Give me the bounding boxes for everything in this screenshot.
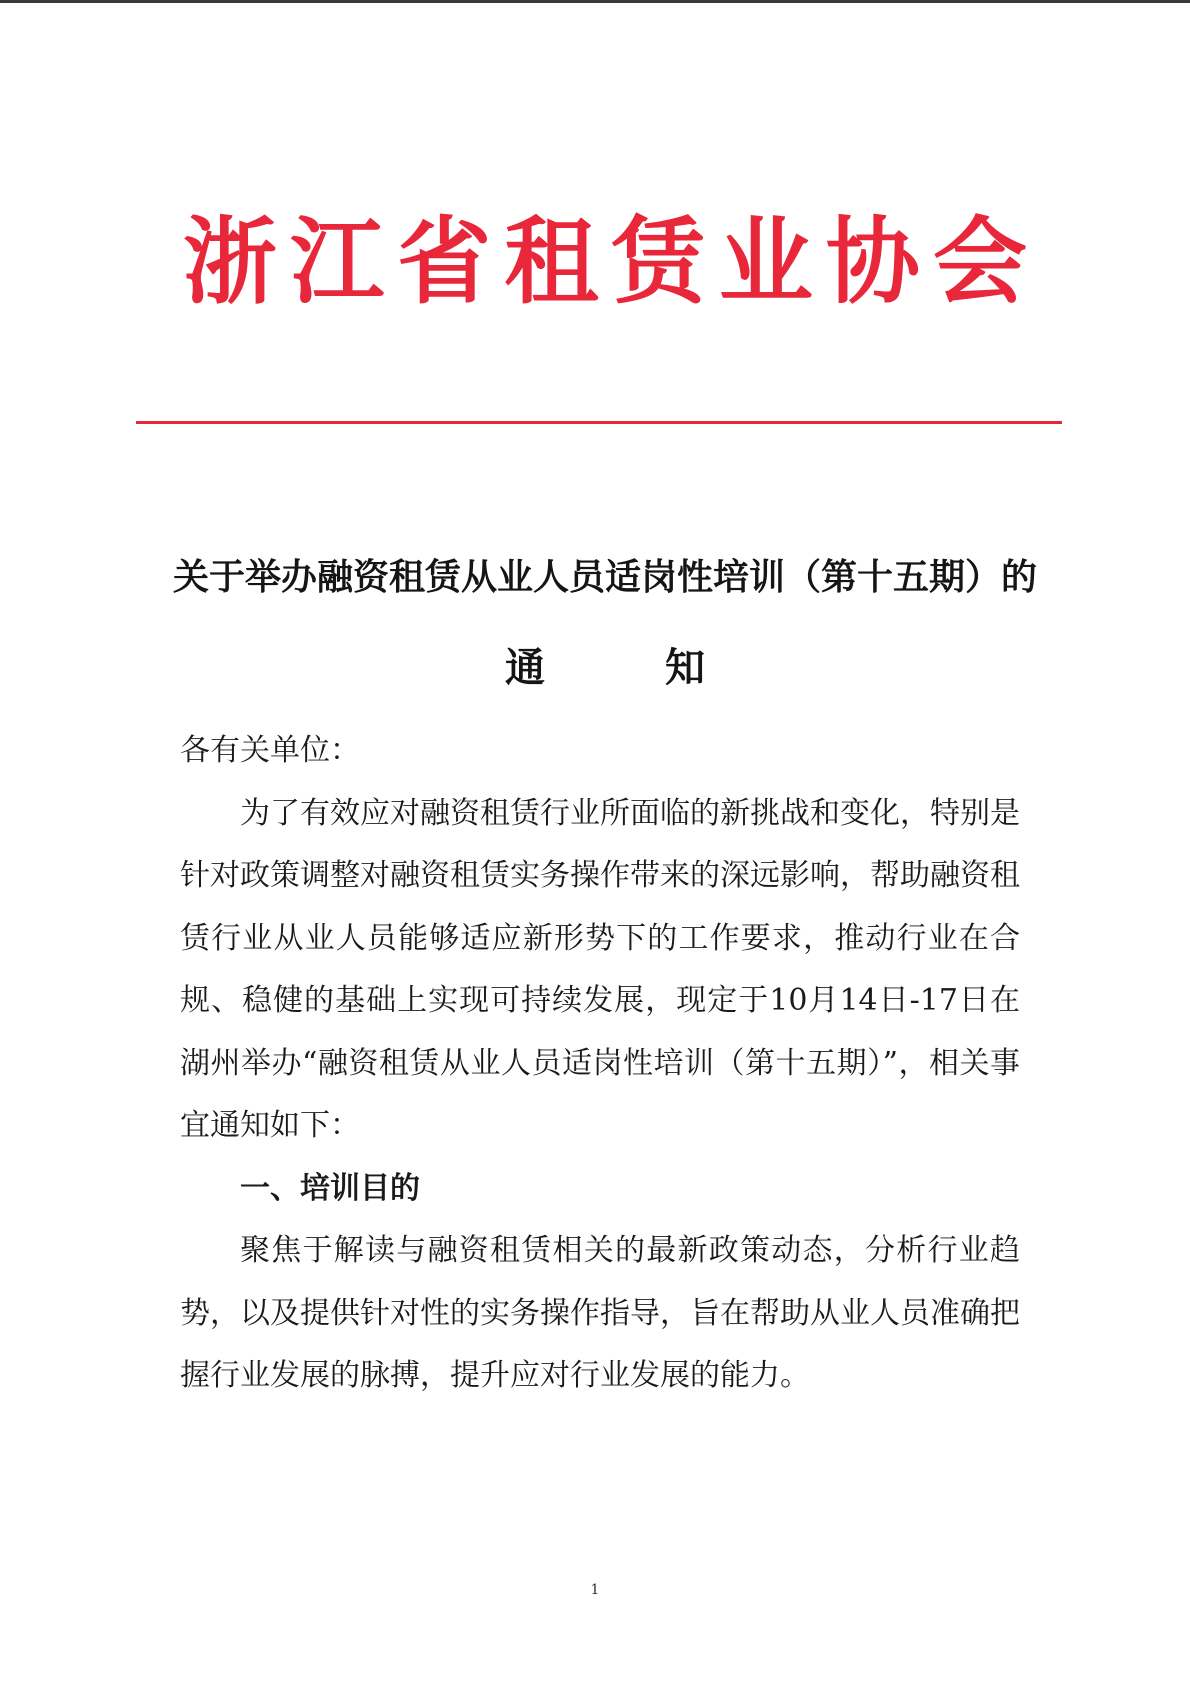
org-char: 省 bbox=[397, 207, 492, 317]
title-char: 通 bbox=[505, 644, 545, 691]
section-heading: 一、培训目的 bbox=[240, 1170, 420, 1206]
organization-header bbox=[180, 192, 1030, 332]
org-char: 协 bbox=[825, 207, 920, 317]
title-char: 知 bbox=[665, 644, 705, 691]
scan-top-edge bbox=[0, 0, 1190, 3]
org-char: 浙 bbox=[182, 207, 277, 317]
org-char: 赁 bbox=[611, 207, 706, 317]
section-paragraph: 聚焦于解读与融资租赁相关的最新政策动态，分析行业趋势，以及提供针对性的实务操作指导，旨在帮助从业人员准确把握行业发展的脉搏，提升应对行业发展的能力。 bbox=[180, 1233, 1020, 1393]
org-char: 租 bbox=[504, 207, 599, 317]
org-char: 江 bbox=[290, 207, 385, 317]
salutation: 各有关单位： bbox=[180, 733, 360, 768]
page-number: 1 bbox=[590, 1582, 600, 1598]
header-divider bbox=[136, 421, 1062, 424]
org-char: 会 bbox=[932, 207, 1027, 317]
document-title-line2 bbox=[170, 640, 1040, 696]
document-title: 关于举办融资租赁从业人员适岗性培训（第十五期）的 bbox=[172, 556, 1037, 598]
document-body bbox=[180, 720, 1020, 1408]
intro-paragraph: 为了有效应对融资租赁行业所面临的新挑战和变化，特别是针对政策调整对融资租赁实务操作带来的深远影响，帮助融资租赁行业从业人员能够适应新形势下的工作要求，推动行业在合规、稳健的基础上实现可持续发展，现定于10月14日-17日在湖州举办“融资租赁从业人员适岗性培训（第十五期）”，相关事宜通知如下： bbox=[180, 795, 1020, 1143]
org-char: 业 bbox=[718, 207, 813, 317]
